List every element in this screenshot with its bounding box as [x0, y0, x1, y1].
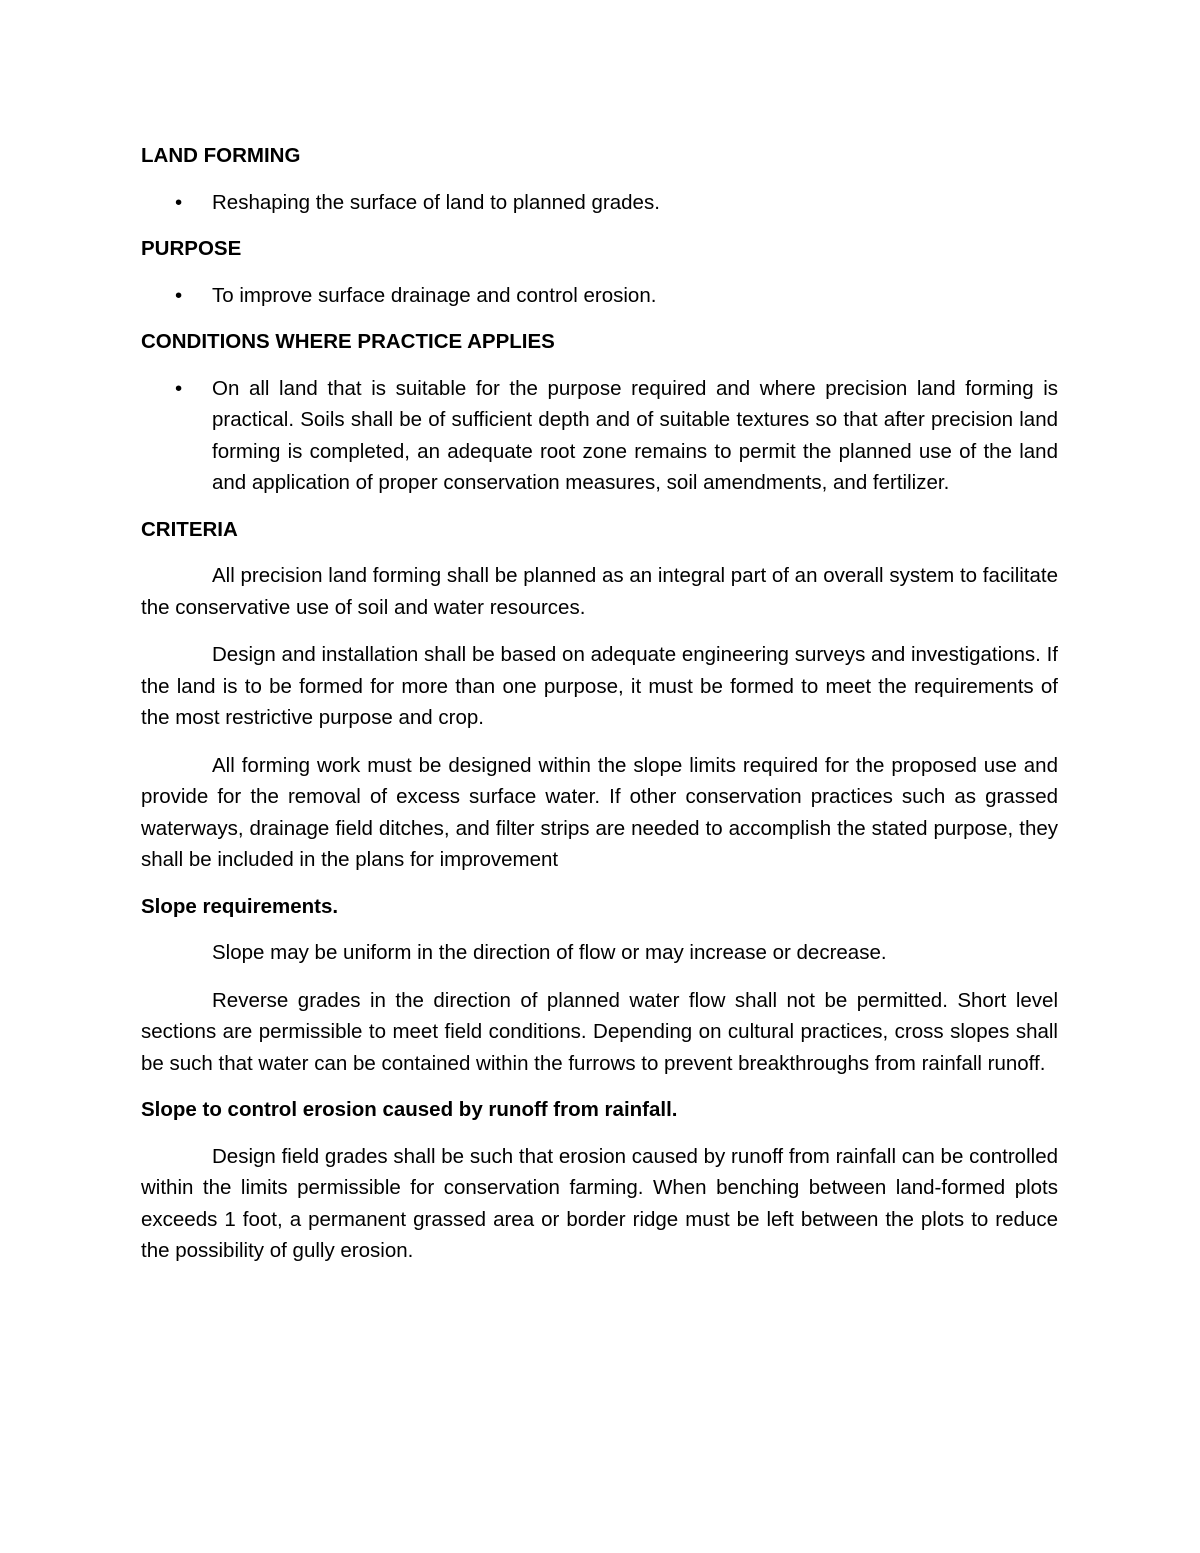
- list-item-text: On all land that is suitable for the purpose required and where precision land forming is practical. Soils shall be of sufficient depth and of suitable textures so that after precision land forming is completed, an adequate root zone remains to permit the planned use of the land and application of proper conservation measures, soil amendments, and fertilizer.: [212, 376, 1058, 494]
- bullet-icon: •: [175, 283, 183, 307]
- list-item: [141, 280, 1058, 312]
- conditions-list: [141, 373, 1058, 499]
- heading-land-forming: LAND FORMING: [141, 144, 301, 167]
- criteria-paragraph: All forming work must be designed within the slope limits required for the proposed use and provide for the removal of excess surface water. If other conservation practices such as grassed waterways, drainage field ditches, and filter strips are needed to accomplish the stated purpose, they shall be included in the plans for improvement: [141, 753, 1058, 871]
- document-body: [141, 140, 1058, 1267]
- bullet-icon: •: [175, 376, 183, 400]
- purpose-list: [141, 280, 1058, 312]
- criteria-paragraph: All precision land forming shall be planned as an integral part of an overall system to facilitate the conservative use of soil and water resources.: [141, 564, 1058, 619]
- slope-erosion-paragraph: Design field grades shall be such that erosion caused by runoff from rainfall can be controlled within the limits permissible for conservation farming. When benching between land-formed plots exceeds 1 foot, a permanent grassed area or border ridge must be left between the plots to reduce the possibility of gully erosion.: [141, 1144, 1058, 1262]
- slope-requirements-paragraph: Reverse grades in the direction of planned water flow shall not be permitted. Short level sections are permissible to meet field conditions. Depending on cultural practices, cross slopes shall be such that water can be contained within the furrows to prevent breakthroughs from rainfall runoff.: [141, 988, 1058, 1075]
- list-item-text: Reshaping the surface of land to planned grades.: [212, 190, 660, 214]
- slope-requirements-paragraph: Slope may be uniform in the direction of flow or may increase or decrease.: [212, 941, 887, 964]
- list-item-text: To improve surface drainage and control erosion.: [212, 283, 657, 307]
- heading-purpose: PURPOSE: [141, 237, 242, 260]
- bullet-icon: •: [175, 190, 183, 214]
- heading-conditions: CONDITIONS WHERE PRACTICE APPLIES: [141, 330, 555, 353]
- list-item: [141, 373, 1058, 499]
- heading-slope-requirements: Slope requirements.: [141, 894, 339, 918]
- heading-criteria: CRITERIA: [141, 517, 238, 541]
- list-item: [141, 187, 1058, 219]
- criteria-paragraph: Design and installation shall be based on adequate engineering surveys and investigations. If the land is to be formed for more than one purpose, it must be formed to meet the requirements of the most restrictive purpose and crop.: [141, 643, 1058, 729]
- land-forming-list: [141, 187, 1058, 219]
- heading-slope-erosion: Slope to control erosion caused by runoff from rainfall.: [141, 1098, 678, 1121]
